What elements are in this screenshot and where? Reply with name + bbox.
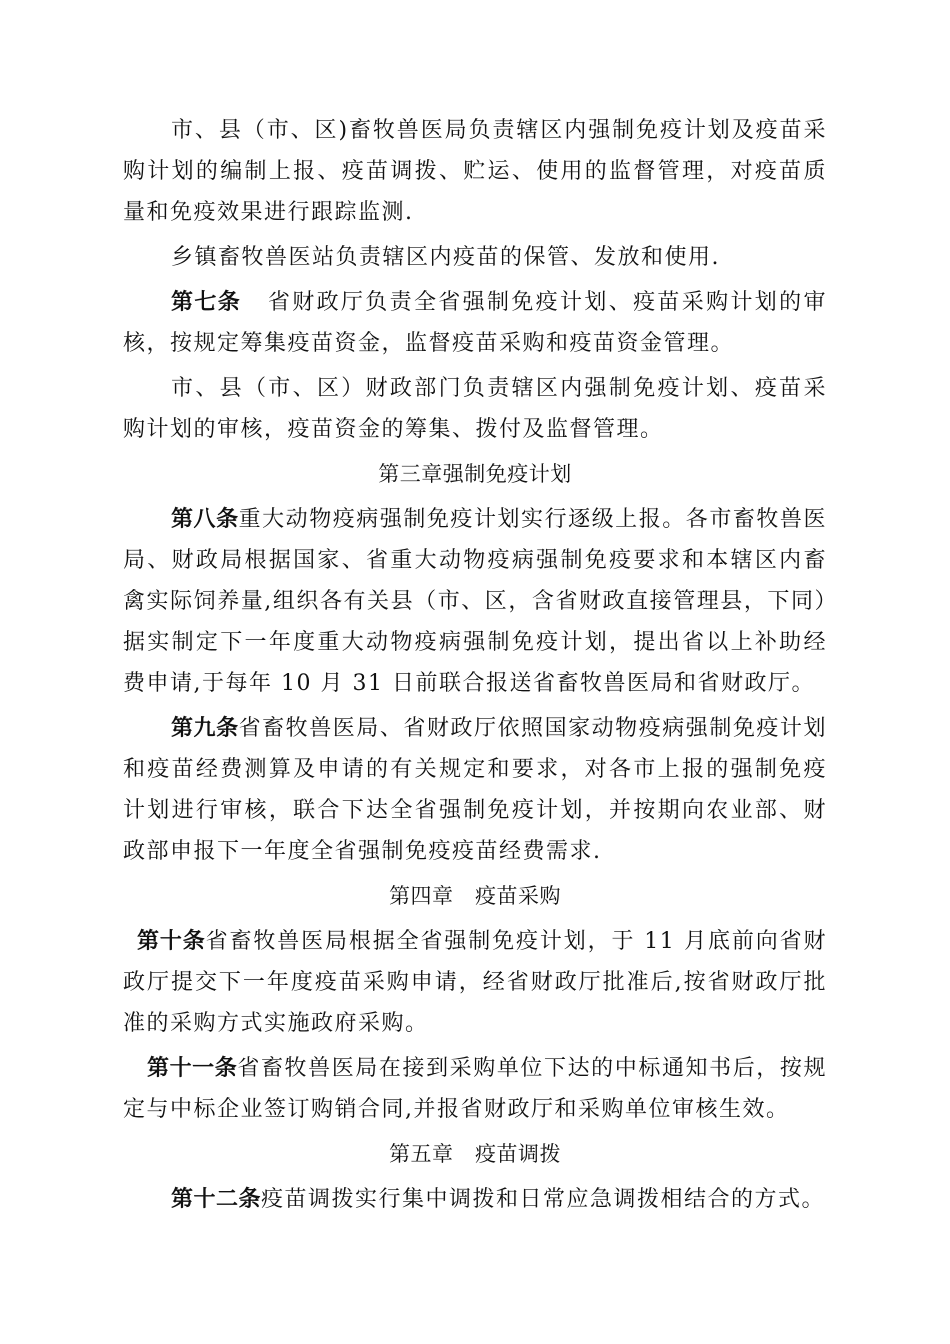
article-text: 省畜牧兽医局根据全省强制免疫计划，于 11 月底前向省财政厅提交下一年度疫苗采购申请，经省财政厅批准后,按省财政厅批准的采购方式实施政府采购。 [123,929,827,1036]
article-label: 第七条 [171,290,242,315]
body-paragraph: 市、县（市、区）财政部门负责辖区内强制免疫计划、疫苗采购计划的审核，疫苗资金的筹集、拨付及监督管理。 [123,376,827,442]
article-label: 第十一条 [147,1056,238,1081]
document-body [123,110,827,1224]
article-label: 第九条 [171,716,239,741]
article-label: 第十条 [137,929,206,954]
article-label: 第八条 [171,507,239,532]
article-paragraph [123,282,827,364]
chapter-heading: 第五章 疫苗调拨 [389,1142,561,1166]
article-paragraph [123,1179,827,1220]
body-paragraph: 乡镇畜牧兽医站负责辖区内疫苗的保管、发放和使用. [171,245,720,270]
article-text: 疫苗调拨实行集中调拨和日常应急调拨相结合的方式。 [261,1187,826,1212]
article-paragraph [123,1048,827,1130]
chapter-heading: 第三章强制免疫计划 [378,462,572,486]
article-text: 省财政厅负责全省强制免疫计划、疫苗采购计划的审核，按规定筹集疫苗资金，监督疫苗采购和疫苗资金管理。 [123,290,827,356]
article-text: 重大动物疫病强制免疫计划实行逐级上报。各市畜牧兽医局、财政局根据国家、省重大动物疫病强制免疫要求和本辖区内畜禽实际饲养量,组织各有关县（市、区，含省财政直接管理县，下同）据实制定下一年度重大动物疫病强制免疫计划，提出省以上补助经费申请,于每年 10 月 31 日前联合报送省畜牧兽医局和省财政厅。 [123,507,827,696]
article-paragraph [123,708,827,872]
body-paragraph: 市、县（市、区)畜牧兽医局负责辖区内强制免疫计划及疫苗采购计划的编制上报、疫苗调拨、贮运、使用的监督管理，对疫苗质量和免疫效果进行跟踪监测. [123,118,827,225]
article-text: 省畜牧兽医局在接到采购单位下达的中标通知书后，按规定与中标企业签订购销合同,并报省财政厅和采购单位审核生效。 [123,1056,827,1122]
article-text: 省畜牧兽医局、省财政厅依照国家动物疫病强制免疫计划和疫苗经费测算及申请的有关规定和要求，对各市上报的强制免疫计划进行审核，联合下达全省强制免疫计划，并按期向农业部、财政部申报下一年度全省强制免疫疫苗经费需求. [123,716,827,864]
chapter-heading: 第四章 疫苗采购 [389,884,561,908]
article-paragraph [123,499,827,704]
article-paragraph [123,921,827,1044]
article-label: 第十二条 [171,1187,262,1212]
